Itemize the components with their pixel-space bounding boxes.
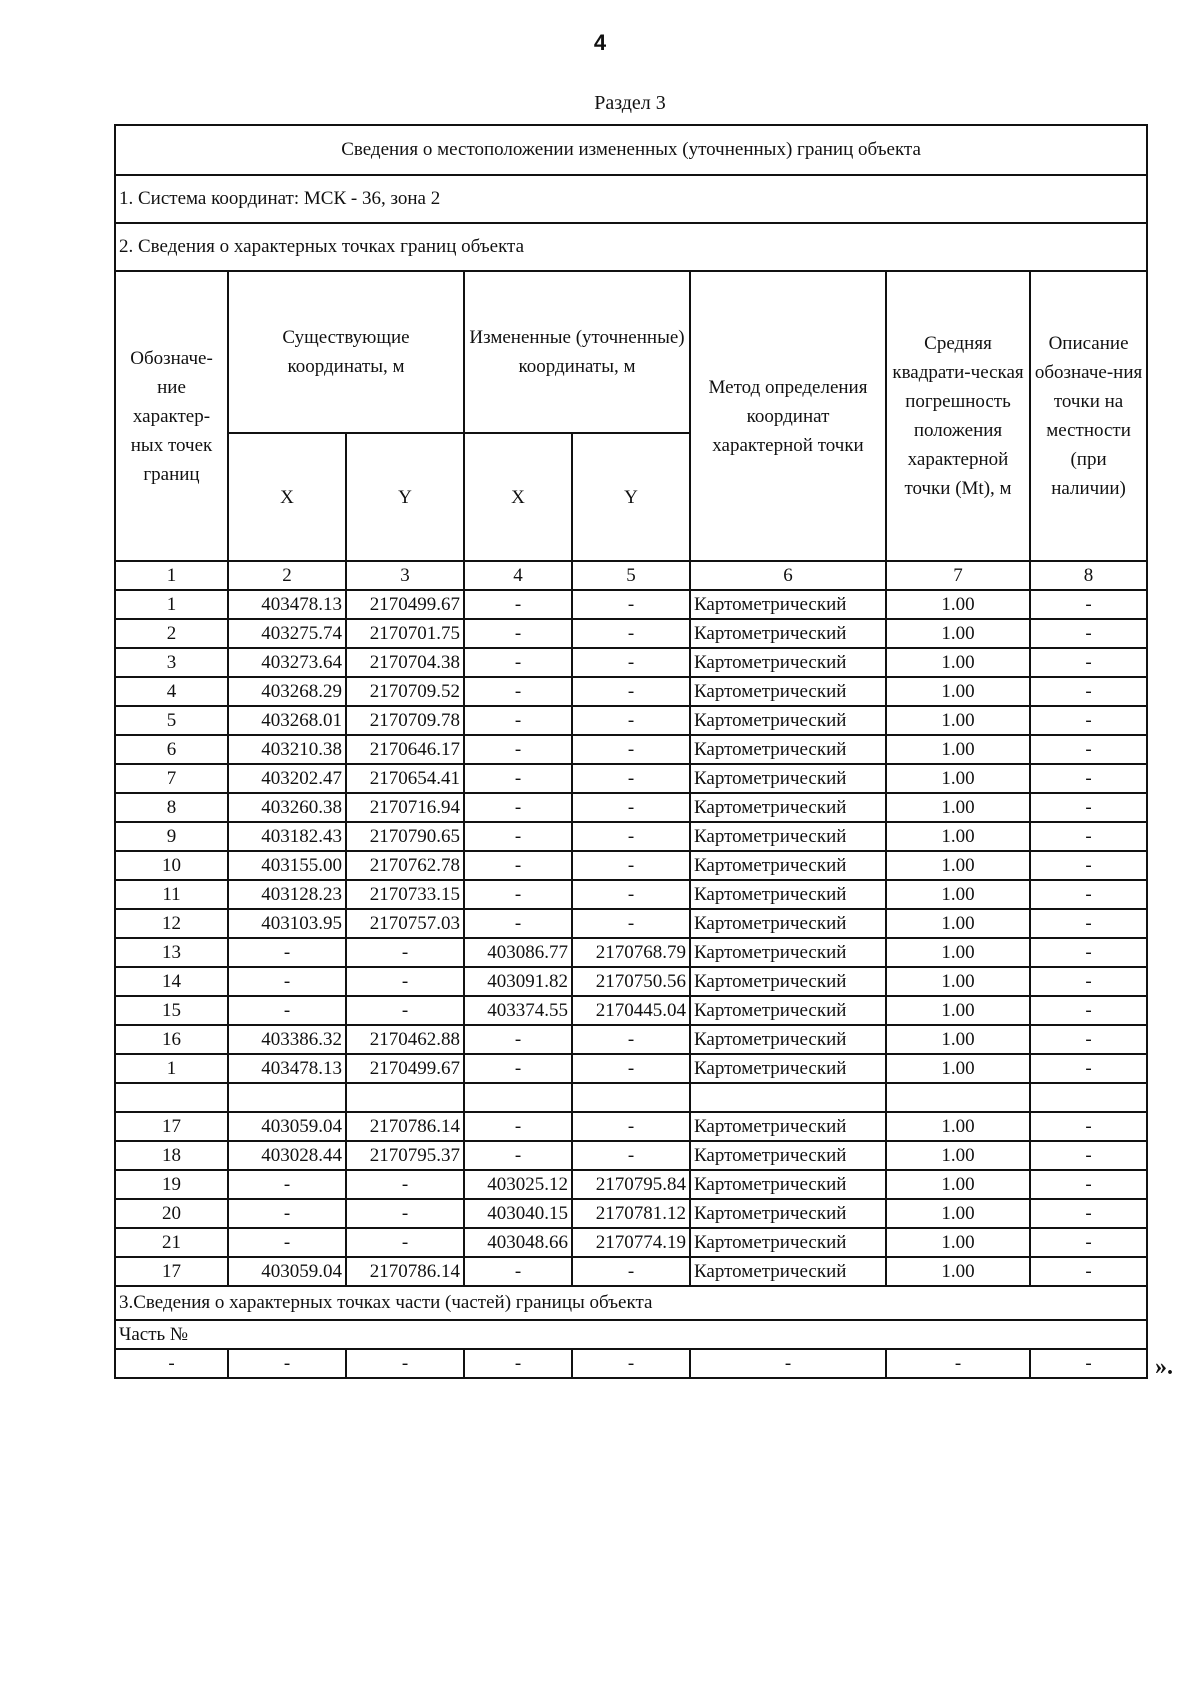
table-cell: - <box>346 1199 464 1228</box>
section-label: Раздел 3 <box>594 92 666 114</box>
table-cell: - <box>346 938 464 967</box>
table-cell: 1.00 <box>886 764 1030 793</box>
table-cell: Картометрический <box>690 822 886 851</box>
coordinate-system: 1. Система координат: МСК - 36, зона 2 <box>115 175 1147 223</box>
table-cell: 16 <box>115 1025 228 1054</box>
table-cell: - <box>572 648 690 677</box>
table-cell: Картометрический <box>690 764 886 793</box>
table-cell: - <box>464 1257 572 1286</box>
table-cell: 1.00 <box>886 851 1030 880</box>
table-cell: - <box>1030 996 1147 1025</box>
table-cell: 403048.66 <box>464 1228 572 1257</box>
table-row <box>115 1025 1147 1054</box>
table-cell: Картометрический <box>690 619 886 648</box>
table-cell: - <box>572 677 690 706</box>
table-cell: - <box>1030 793 1147 822</box>
header-existing-x: X <box>228 433 346 561</box>
table-cell: - <box>464 1141 572 1170</box>
table-cell: 2170445.04 <box>572 996 690 1025</box>
table-row <box>115 648 1147 677</box>
table-row <box>115 909 1147 938</box>
table-cell: 403155.00 <box>228 851 346 880</box>
table-cell: - <box>572 909 690 938</box>
table-cell: - <box>1030 851 1147 880</box>
table-cell: - <box>1030 938 1147 967</box>
table-cell: 1.00 <box>886 619 1030 648</box>
table-cell: - <box>464 764 572 793</box>
table-cell: 1.00 <box>886 880 1030 909</box>
table-cell: - <box>464 909 572 938</box>
table-cell: Картометрический <box>690 735 886 764</box>
table-row <box>115 851 1147 880</box>
table-cell: 403268.01 <box>228 706 346 735</box>
parts-heading: 3.Сведения о характерных точках части (частей) границы объекта <box>115 1286 1147 1320</box>
table-cell: 403273.64 <box>228 648 346 677</box>
column-number: 3 <box>346 561 464 590</box>
table-cell: 403103.95 <box>228 909 346 938</box>
table-cell: 403128.23 <box>228 880 346 909</box>
column-number: 4 <box>464 561 572 590</box>
table-row <box>115 706 1147 735</box>
table-cell: - <box>572 851 690 880</box>
header-designation: Обозначе-ние характер-ных точек границ <box>115 271 228 561</box>
table-row <box>115 590 1147 619</box>
table-cell: Картометрический <box>690 967 886 996</box>
table-cell: 18 <box>115 1141 228 1170</box>
table-cell: 1.00 <box>886 1141 1030 1170</box>
table-cell: - <box>1030 706 1147 735</box>
table-cell: Картометрический <box>690 851 886 880</box>
table-cell: - <box>572 822 690 851</box>
header-description: Описание обозначе-ния точки на местности (при наличии) <box>1030 271 1147 561</box>
table-cell: - <box>228 938 346 967</box>
table-cell: 403268.29 <box>228 677 346 706</box>
part-number-label: Часть № <box>115 1320 1147 1349</box>
table-cell: - <box>572 706 690 735</box>
table-cell <box>1030 1083 1147 1112</box>
table-cell: 1.00 <box>886 1112 1030 1141</box>
table-cell: 17 <box>115 1112 228 1141</box>
table-cell: 1.00 <box>886 938 1030 967</box>
table-cell: - <box>228 1199 346 1228</box>
column-number: 7 <box>886 561 1030 590</box>
table-cell: 6 <box>115 735 228 764</box>
header-changed-coords: Измененные (уточненные) координаты, м <box>464 271 690 433</box>
table-cell <box>228 1083 346 1112</box>
table-cell: 1.00 <box>886 1025 1030 1054</box>
table-cell: - <box>464 706 572 735</box>
table-cell: 2170762.78 <box>346 851 464 880</box>
table-cell: Картометрический <box>690 996 886 1025</box>
table-cell: - <box>346 967 464 996</box>
table-cell: Картометрический <box>690 909 886 938</box>
table-row <box>115 1257 1147 1286</box>
table-cell: - <box>464 1054 572 1083</box>
table-cell: - <box>228 1228 346 1257</box>
table-cell: 14 <box>115 967 228 996</box>
table-cell: 17 <box>115 1257 228 1286</box>
table-cell: 1.00 <box>886 590 1030 619</box>
table-cell: 403260.38 <box>228 793 346 822</box>
table-cell <box>115 1083 228 1112</box>
table-cell: - <box>464 648 572 677</box>
table-cell: 1.00 <box>886 967 1030 996</box>
table-cell: - <box>464 1349 572 1378</box>
table-cell: 12 <box>115 909 228 938</box>
table-cell: 403091.82 <box>464 967 572 996</box>
table-cell: 403275.74 <box>228 619 346 648</box>
table-cell: - <box>464 1112 572 1141</box>
table-row <box>115 793 1147 822</box>
table-cell: - <box>1030 1199 1147 1228</box>
table-cell: 403040.15 <box>464 1199 572 1228</box>
table-cell: 1.00 <box>886 793 1030 822</box>
table-cell: 403478.13 <box>228 590 346 619</box>
table-cell: 1 <box>115 590 228 619</box>
table-cell: - <box>1030 1170 1147 1199</box>
table-cell: Картометрический <box>690 1141 886 1170</box>
table-cell: - <box>690 1349 886 1378</box>
table-cell: 11 <box>115 880 228 909</box>
table-cell <box>464 1083 572 1112</box>
table-cell: 10 <box>115 851 228 880</box>
table-title: Сведения о местоположении измененных (уточненных) границ объекта <box>115 125 1147 175</box>
table-cell: - <box>464 735 572 764</box>
table-cell: 2170786.14 <box>346 1257 464 1286</box>
table-cell: - <box>1030 735 1147 764</box>
table-cell: - <box>346 1170 464 1199</box>
table-cell: 2170786.14 <box>346 1112 464 1141</box>
table-cell: - <box>572 735 690 764</box>
table-cell: - <box>1030 648 1147 677</box>
table-cell: 2170733.15 <box>346 880 464 909</box>
table-cell <box>886 1083 1030 1112</box>
table-row <box>115 619 1147 648</box>
table-cell: 403059.04 <box>228 1257 346 1286</box>
table-cell: - <box>572 764 690 793</box>
table-cell: 13 <box>115 938 228 967</box>
table-cell <box>346 1083 464 1112</box>
table-cell: 2170701.75 <box>346 619 464 648</box>
page-number: 4 <box>593 30 607 55</box>
table-cell: - <box>1030 764 1147 793</box>
table-cell: - <box>572 1349 690 1378</box>
part-row <box>115 1349 1147 1378</box>
column-number: 8 <box>1030 561 1147 590</box>
table-cell: 403059.04 <box>228 1112 346 1141</box>
table-cell: - <box>1030 1112 1147 1141</box>
table-cell: - <box>228 1349 346 1378</box>
table-cell: 2170709.78 <box>346 706 464 735</box>
table-row <box>115 677 1147 706</box>
table-cell: 2170768.79 <box>572 938 690 967</box>
table-cell: Картометрический <box>690 1170 886 1199</box>
table-cell: Картометрический <box>690 1054 886 1083</box>
table-cell: 3 <box>115 648 228 677</box>
table-cell: - <box>464 590 572 619</box>
table-cell: - <box>572 880 690 909</box>
header-changed-x: X <box>464 433 572 561</box>
table-cell: - <box>886 1349 1030 1378</box>
table-cell: 2170795.37 <box>346 1141 464 1170</box>
table-row <box>115 764 1147 793</box>
table-cell: 1.00 <box>886 1257 1030 1286</box>
table-cell: - <box>1030 1257 1147 1286</box>
table-cell: 403202.47 <box>228 764 346 793</box>
table-cell: Картометрический <box>690 1199 886 1228</box>
table-cell: 9 <box>115 822 228 851</box>
header-existing-y: Y <box>346 433 464 561</box>
table-cell: 2170790.65 <box>346 822 464 851</box>
table-cell: Картометрический <box>690 590 886 619</box>
table-cell: 2170781.12 <box>572 1199 690 1228</box>
table-cell: 2170499.67 <box>346 590 464 619</box>
table-cell: Картометрический <box>690 1025 886 1054</box>
table-cell: - <box>572 1112 690 1141</box>
table-cell: Картометрический <box>690 677 886 706</box>
column-numbers-row <box>115 561 1147 590</box>
boundary-points-table <box>114 124 1148 1379</box>
table-cell: - <box>572 1054 690 1083</box>
table-cell: Картометрический <box>690 706 886 735</box>
table-cell: 2170462.88 <box>346 1025 464 1054</box>
table-cell: 403210.38 <box>228 735 346 764</box>
table-row <box>115 996 1147 1025</box>
table-row <box>115 1112 1147 1141</box>
table-cell: - <box>572 1141 690 1170</box>
table-cell: 20 <box>115 1199 228 1228</box>
table-cell: 2170795.84 <box>572 1170 690 1199</box>
table-cell: Картометрический <box>690 1112 886 1141</box>
table-cell: Картометрический <box>690 1228 886 1257</box>
table-cell: - <box>572 619 690 648</box>
table-cell: - <box>464 793 572 822</box>
column-number: 6 <box>690 561 886 590</box>
table-cell: 2170757.03 <box>346 909 464 938</box>
table-cell: - <box>228 967 346 996</box>
table-cell: Картометрический <box>690 880 886 909</box>
table-cell: 2170709.52 <box>346 677 464 706</box>
table-cell: - <box>572 590 690 619</box>
table-cell: Картометрический <box>690 1257 886 1286</box>
table-cell: - <box>1030 822 1147 851</box>
table-cell: - <box>464 1025 572 1054</box>
table-cell: 1.00 <box>886 909 1030 938</box>
table-row <box>115 938 1147 967</box>
table-cell: 1.00 <box>886 996 1030 1025</box>
table-cell: 2170499.67 <box>346 1054 464 1083</box>
table-cell: - <box>346 996 464 1025</box>
table-cell: 403028.44 <box>228 1141 346 1170</box>
table-cell: - <box>572 1257 690 1286</box>
table-row <box>115 967 1147 996</box>
table-cell: Картометрический <box>690 648 886 677</box>
table-cell: - <box>1030 1228 1147 1257</box>
table-row <box>115 880 1147 909</box>
table-cell: - <box>464 822 572 851</box>
table-cell: 4 <box>115 677 228 706</box>
table-cell: 1.00 <box>886 1228 1030 1257</box>
table-cell: 8 <box>115 793 228 822</box>
table-cell: - <box>1030 1054 1147 1083</box>
column-number: 2 <box>228 561 346 590</box>
table-cell: - <box>228 996 346 1025</box>
table-cell: 1.00 <box>886 648 1030 677</box>
table-cell: 1.00 <box>886 1054 1030 1083</box>
table-cell: - <box>1030 880 1147 909</box>
table-cell <box>690 1083 886 1112</box>
table-cell: 403086.77 <box>464 938 572 967</box>
table-cell: - <box>228 1170 346 1199</box>
table-cell: Картометрический <box>690 793 886 822</box>
table-row <box>115 735 1147 764</box>
table-cell: - <box>1030 1025 1147 1054</box>
table-cell: - <box>1030 967 1147 996</box>
table-cell: Картометрический <box>690 938 886 967</box>
table-cell: - <box>572 793 690 822</box>
table-cell: 1.00 <box>886 706 1030 735</box>
column-number: 5 <box>572 561 690 590</box>
header-error: Средняя квадрати-ческая погрешность положения характерной точки (Mt), м <box>886 271 1030 561</box>
table-cell: - <box>464 619 572 648</box>
table-cell: - <box>464 851 572 880</box>
table-cell: 2170654.41 <box>346 764 464 793</box>
table-cell: 1.00 <box>886 1199 1030 1228</box>
table-cell: 1.00 <box>886 1170 1030 1199</box>
table-cell: 2 <box>115 619 228 648</box>
header-existing-coords: Существующие координаты, м <box>228 271 464 433</box>
table-row <box>115 1054 1147 1083</box>
table-cell: 21 <box>115 1228 228 1257</box>
table-row <box>115 1199 1147 1228</box>
table-cell: 1.00 <box>886 822 1030 851</box>
table-cell: 403478.13 <box>228 1054 346 1083</box>
table-row <box>115 1228 1147 1257</box>
table-cell: 403182.43 <box>228 822 346 851</box>
table-cell: 1 <box>115 1054 228 1083</box>
table-cell: 2170716.94 <box>346 793 464 822</box>
table-cell: 1.00 <box>886 735 1030 764</box>
table-cell: - <box>464 677 572 706</box>
table-cell: 7 <box>115 764 228 793</box>
table-cell: - <box>346 1228 464 1257</box>
table-cell: 403374.55 <box>464 996 572 1025</box>
table-row <box>115 1141 1147 1170</box>
header-changed-y: Y <box>572 433 690 561</box>
table-cell: - <box>1030 590 1147 619</box>
table-cell: - <box>464 880 572 909</box>
closing-mark: ». <box>1155 1354 1173 1380</box>
table-cell: - <box>1030 909 1147 938</box>
table-cell: - <box>1030 619 1147 648</box>
table-row <box>115 1083 1147 1112</box>
table-cell: 403025.12 <box>464 1170 572 1199</box>
column-number: 1 <box>115 561 228 590</box>
table-cell: - <box>115 1349 228 1378</box>
table-cell: 2170704.38 <box>346 648 464 677</box>
table-cell: 1.00 <box>886 677 1030 706</box>
points-heading: 2. Сведения о характерных точках границ объекта <box>115 223 1147 271</box>
table-cell: - <box>1030 677 1147 706</box>
table-cell: 5 <box>115 706 228 735</box>
header-method: Метод определения координат характерной точки <box>690 271 886 561</box>
table-cell: 2170750.56 <box>572 967 690 996</box>
table-cell: - <box>1030 1141 1147 1170</box>
table-cell: - <box>572 1025 690 1054</box>
table-row <box>115 1170 1147 1199</box>
table-row <box>115 822 1147 851</box>
table-cell: 403386.32 <box>228 1025 346 1054</box>
table-cell: 19 <box>115 1170 228 1199</box>
table-cell: 15 <box>115 996 228 1025</box>
table-cell: 2170774.19 <box>572 1228 690 1257</box>
table-cell <box>572 1083 690 1112</box>
table-cell: 2170646.17 <box>346 735 464 764</box>
table-cell: - <box>346 1349 464 1378</box>
table-cell: - <box>1030 1349 1147 1378</box>
